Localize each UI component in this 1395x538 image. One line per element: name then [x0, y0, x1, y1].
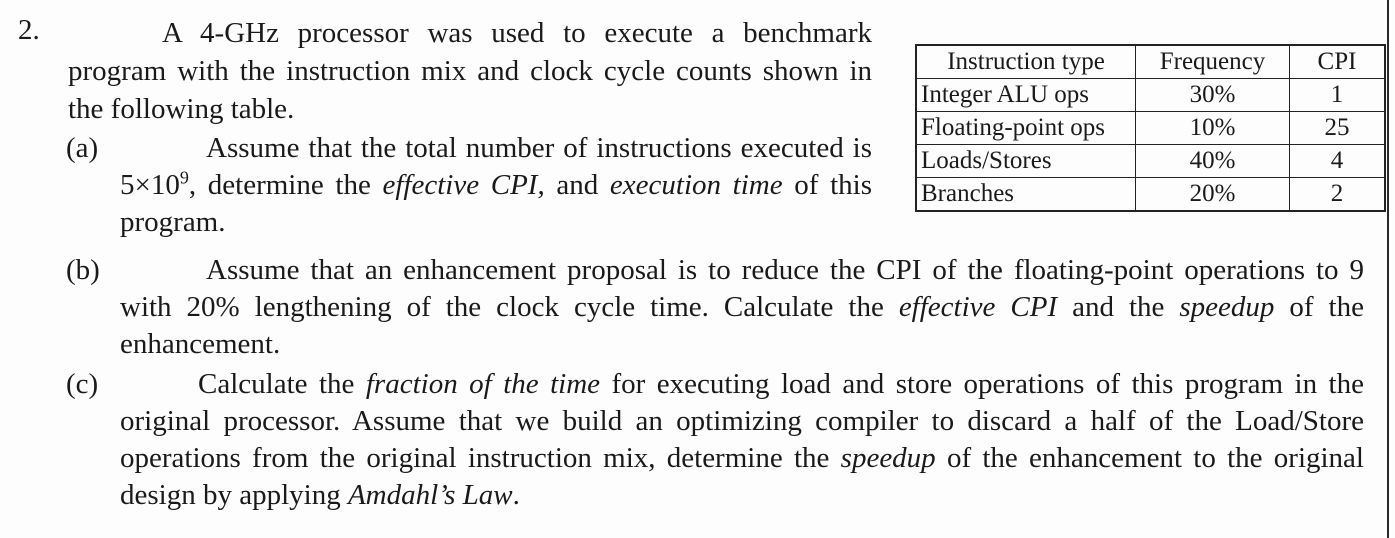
- part-a-text: Assume that the total number of instructions executed is $5\times 10^9$, determine the effective CPI, and execution time of this program.: [120, 132, 872, 238]
- row-cpi: 2: [1290, 178, 1386, 212]
- table-row: [916, 178, 1385, 212]
- row-cpi: 25: [1290, 112, 1386, 145]
- row-type: Branches: [916, 178, 1136, 212]
- term-speedup: speedup: [840, 442, 936, 474]
- row-type: Floating-point ops: [916, 112, 1136, 145]
- part-c: [66, 366, 1364, 514]
- term-execution-time: execution time: [609, 169, 783, 201]
- row-frequency: 30%: [1136, 79, 1290, 112]
- row-frequency: 10%: [1136, 112, 1290, 145]
- instruction-mix-table: [915, 44, 1386, 212]
- question-intro: A 4-GHz processor was used to execute a benchmark program with the instruction mix and clock cycle counts shown in the following table.: [68, 17, 872, 125]
- term-fraction-of-time: fraction of the time: [365, 368, 601, 400]
- exponent: 9: [179, 167, 189, 188]
- row-frequency: 40%: [1136, 145, 1290, 178]
- row-frequency: 20%: [1136, 178, 1290, 212]
- term-effective-cpi: effective CPI: [898, 291, 1058, 323]
- term-amdahls-law: Amdahl’s Law: [347, 479, 513, 511]
- row-cpi: 4: [1290, 145, 1386, 178]
- term-effective-cpi: effective CPI,: [382, 169, 545, 201]
- row-cpi: 1: [1290, 79, 1386, 112]
- page-edge-line: [1387, 0, 1389, 538]
- part-c-text: Calculate the fraction of the time for executing load and store operations of this program in the original processor. Assume that we build an optimizing compiler to discard a half of the Load/Store operations from the original instruction mix, determine the speedup of the enhancement to the original design by applying Amdahl’s Law.: [120, 368, 1364, 511]
- header-cpi: CPI: [1290, 45, 1386, 79]
- header-instruction-type: Instruction type: [916, 45, 1136, 79]
- table-row: [916, 145, 1385, 178]
- row-type: Integer ALU ops: [916, 79, 1136, 112]
- table-row: [916, 112, 1385, 145]
- part-a-label: (a): [66, 132, 99, 164]
- question-number: 2.: [18, 14, 40, 46]
- row-type: Loads/Stores: [916, 145, 1136, 178]
- part-b-text: Assume that an enhancement proposal is to reduce the CPI of the floating-point operations to 9 with 20% lengthening of the clock cycle time. Calculate the effective CPI and the speedup of the enhancement.: [120, 254, 1364, 360]
- part-b-label: (b): [66, 254, 100, 286]
- part-b: [66, 252, 1364, 363]
- header-frequency: Frequency: [1136, 45, 1290, 79]
- term-speedup: speedup: [1179, 291, 1275, 323]
- table-row: [916, 79, 1385, 112]
- part-c-label: (c): [66, 368, 99, 400]
- part-a: [66, 130, 872, 241]
- table-header-row: [916, 45, 1385, 79]
